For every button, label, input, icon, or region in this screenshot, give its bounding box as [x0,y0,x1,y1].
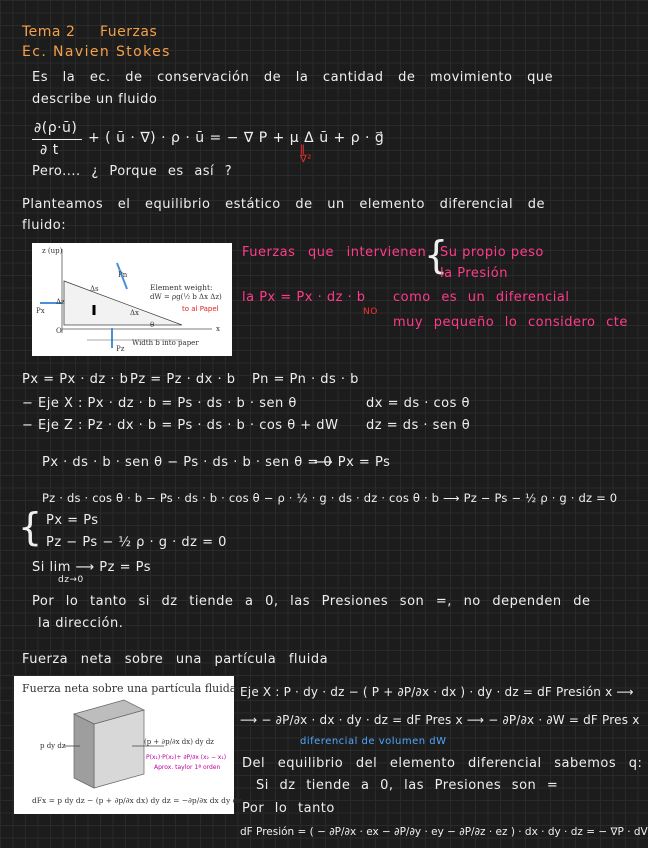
eje-x-equation: − Eje X : Px · dz · b = Ps · ds · b · sen θ [22,396,297,411]
wedge-element-figure [32,243,232,356]
origin-label: O [56,327,62,335]
equilibrium-recall-1: Del equilibrio del elemento diferencial sabemos q: [242,756,643,771]
system-eq-1: Px = Ps [46,513,99,528]
equilibrium-line-2: fluido: [22,218,67,233]
ds-label: Δs [90,285,99,293]
system-brace: { [18,505,43,549]
net-force-line-2: ⟶ − ∂P/∂x · dx · dy · dz = dF Pres x ⟶ − ∂P/∂x · ∂W = dF Pres x [240,713,640,727]
navier-stokes-equation: + ( ū · ∇) · ρ · ū = − ∇ P + μ Δ ū + ρ · g⃗ [88,130,385,146]
pz-force: Pz = Pz · dx · b [130,372,236,387]
volume-note: diferencial de volumen dW [300,736,447,747]
cube-element-figure [14,676,242,814]
px-force: Px = Px · dz · b [22,372,129,387]
differential-note-2: muy pequeño lo considero cte [393,315,628,330]
forces-brace: { [424,233,449,277]
dz-relation: dz = ds · sen θ [366,418,471,433]
equation-denominator: ∂ t [40,142,59,158]
intro-line-2: describe un fluido [32,92,158,107]
taylor-note-2: Aprox. taylor 1ª orden [154,764,221,771]
dz-label: Δz [56,298,65,306]
right-face-label: (p + ∂p/∂x dx) dy dz [144,738,214,746]
forces-label: Fuerzas que intervienen [242,245,427,260]
px-label: Px [36,307,45,315]
conclusion-line-1: Por lo tanto si dz tiende a 0, las Presiones son =, no dependen de [32,594,591,609]
topic-subtitle: Fuerzas [100,24,158,40]
theta-label: θ [150,321,155,329]
figure-equation: dFx = p dy dz − (p + ∂p/∂x dx) dy dz = −∂p/∂x dx dy dz [32,796,242,805]
section-title: Ec. Navien Stokes [22,44,171,60]
cancellation-z: Pz · ds · cos θ · b − Ps · ds · b · cos θ − ρ · ½ · g · ds · dz · cos θ · b ⟶ Pz − Ps − ½ ρ · g · dz = 0 [42,491,618,505]
equilibrium-recall-2: Si dz tiende a 0, las Presiones son = [256,778,559,793]
differential-note-1: como es un diferencial [393,290,570,305]
question-line: Pero.... ¿ Porque es así ? [32,164,233,179]
no-label: NO [363,307,378,317]
force-pressure: la Presión [440,266,508,281]
net-force-eje-x: Eje X : P · dy · dz − ( P + ∂P/∂x · dx ) · dy · dz = dF Presión x ⟶ [240,685,634,699]
figure-title: Fuerza neta sobre una partícula fluida [22,682,237,695]
left-face-label: p dy dz [40,742,66,750]
cancellation-x: Px · ds · b · sen θ − Ps · ds · b · sen θ = 0 [42,455,333,470]
final-pressure-force: dF Presión = ( − ∂P/∂x · ex − ∂P/∂y · ey − ∂P/∂z · ez ) · dx · dy · dz = − ∇P · dV [240,826,648,838]
z-axis-label: z (up) [42,247,63,255]
limit-subscript: dz→0 [58,575,84,585]
equation-numerator: ∂(ρ·ū) [34,120,78,136]
weight-equation: dW = ρg(½ b Δx Δz) [150,293,222,301]
por-lo-tanto: Por lo tanto [242,801,335,816]
system-eq-2: Pz − Ps − ½ ρ · g · dz = 0 [46,535,227,550]
figure-handwritten-note: to al Papel [182,305,219,313]
dx-relation: dx = ds · cos θ [366,396,470,411]
eje-z-equation: − Eje Z : Pz · dx · b = Ps · ds · b · cos θ + dW [22,418,339,433]
pn-force: Pn = Pn · ds · b [252,372,359,387]
net-force-heading: Fuerza neta sobre una partícula fluida [22,652,329,667]
fraction-bar [32,139,82,140]
width-label: Width b into paper [132,339,199,347]
x-axis-label: x [216,325,220,333]
pz-label: Pz [116,345,125,353]
conclusion-line-2: la dirección. [38,616,124,631]
topic-title: Tema 2 [22,24,76,40]
px-definition: la Px = Px · dz · b [242,290,366,305]
laplacian-note: ‖ ∇² [300,144,312,165]
weight-title: Element weight: [150,283,213,292]
equilibrium-line-1: Planteamos el equilibrio estático de un elemento diferencial de [22,197,546,212]
result-px-ps: ⟶ Px = Ps [314,455,391,470]
taylor-note: P(x₁)·P(x₂)+ ∂P/∂x (x₂ − x₁) [146,754,227,761]
intro-line-1: Es la ec. de conservación de la cantidad de movimiento que [32,70,554,85]
dx-label: Δx [130,309,140,317]
limit-statement: Si lim ⟶ Pz = Ps [32,560,151,575]
force-weight: Su propio peso [440,245,544,260]
pn-label: Pn [118,271,128,279]
